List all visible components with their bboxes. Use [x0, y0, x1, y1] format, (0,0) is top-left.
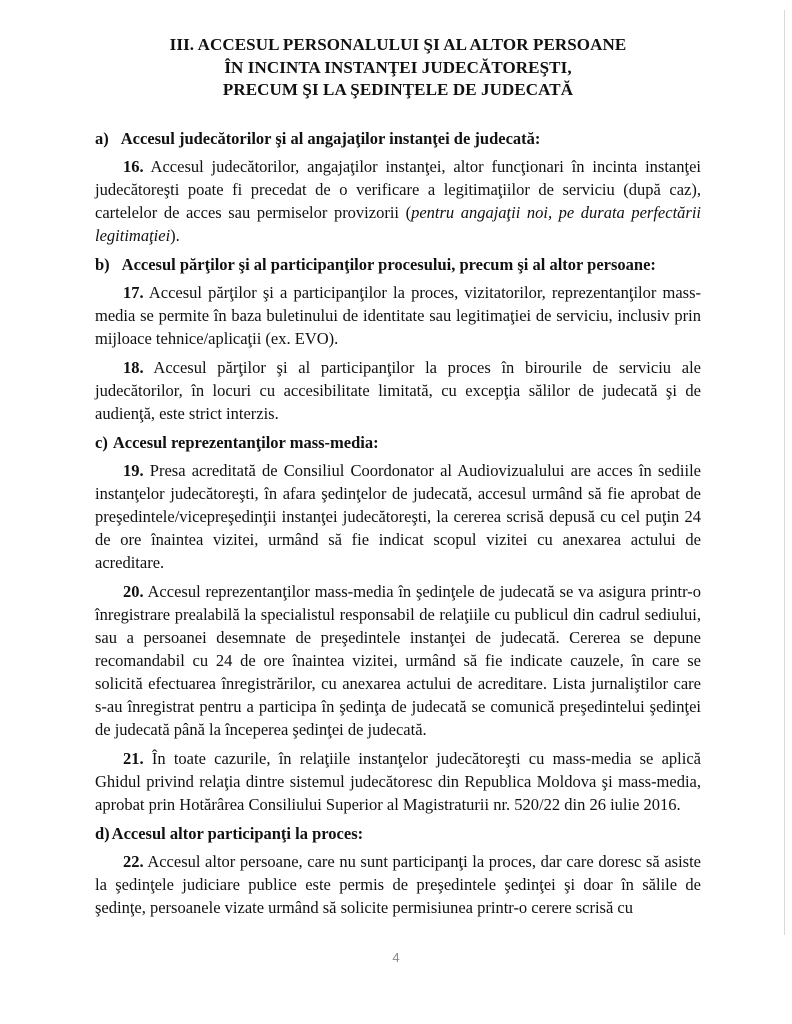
section-label-b: b) [95, 254, 110, 274]
paragraph-21-text: În toate cazurile, în relaţiile instanţelor judecătoreşti cu mass-media se aplică Ghidul privind relaţia dintre sistemul judecătoresc din Republica Moldova şi mass-media, aprobat prin Hotărârea Consiliului Superior al Magistraturii nr. 520/22 din 26 iulie 2016. [95, 748, 701, 814]
paragraph-20 [95, 580, 701, 741]
section-title-c: Accesul reprezentanţilor mass-media: [112, 432, 379, 452]
page-number: 4 [392, 950, 400, 965]
paragraph-18 [95, 356, 701, 425]
paragraph-16-italic-text: pentru angajaţii noi, pe durata perfectării legitimaţiei [95, 202, 701, 245]
section-title-d: Accesul altor participanţi la proces: [111, 823, 364, 843]
paragraph-16-text-end: ). [170, 225, 180, 245]
section-heading-d [95, 822, 701, 845]
paragraph-17-text: Accesul părţilor şi a participanţilor la proces, vizitatorilor, reprezentanţilor mass-media se permite în baza buletinului de identitate sau legitimaţiei de serviciu, inclusiv prin mijloace tehnice/aplicaţii (ex. EVO). [95, 282, 701, 348]
section-label-a: a) [95, 128, 109, 148]
title-line-3: PRECUM ŞI LA ŞEDINŢELE DE JUDECATĂ [222, 80, 574, 99]
section-label-d: d) [95, 823, 110, 843]
document-content [95, 0, 701, 925]
paragraph-16-text: Accesul judecătorilor, angajaţilor instanţei, altor funcţionari în incinta instanţei judecătoreşti poate fi precedat de o verificare a legitimaţiilor de serviciu (după caz), cartelelor de acces sau permiselor provizorii ( [95, 156, 701, 222]
title-line-1: III. ACCESUL PERSONALULUI ŞI AL ALTOR PERSOANE [169, 35, 627, 54]
paragraph-16-number: 16. [123, 156, 144, 176]
paragraph-19 [95, 459, 701, 574]
paragraph-17 [95, 281, 701, 350]
paragraph-20-text: Accesul reprezentanţilor mass-media în şedinţele de judecată se va asigura printr-o înregistrare prealabilă la specialistul responsabil de relaţiile cu publicul din cadrul sediului, sau a persoanei desemnate de preşedintele instanţei de judecată. Cererea se depune recomandabil cu 24 de ore înaintea vizitei, urmând să fie indicate cauzele, în care se solicită efectuarea înregistrărilor, cu anexarea actului de acreditare. Lista jurnaliştilor care s-au înregistrat pentru a participa în şedinţa de judecată se comunică preşedintelui şedinţei de judecată până la începerea şedinţei de judecată. [95, 581, 701, 739]
paragraph-19-number: 19. [123, 460, 144, 480]
page-edge-divider [784, 10, 785, 935]
section-title-b: Accesul părţilor şi al participanţilor procesului, precum şi al altor persoane: [121, 254, 656, 274]
section-heading-c [95, 431, 701, 454]
paragraph-22 [95, 850, 701, 919]
section-label-c: c) [95, 432, 108, 452]
paragraph-17-number: 17. [123, 282, 144, 302]
section-heading-b [95, 253, 701, 276]
title-line-2: ÎN INCINTA INSTANŢEI JUDECĂTOREŞTI, [224, 57, 572, 77]
paragraph-22-text: Accesul altor persoane, care nu sunt participanţi la proces, dar care doresc să asiste la şedinţele judiciare publice este permis de preşedintele şedinţei şi doar în sălile de şedinţe, persoanele vizate urmând să solicite permisiunea printr-o cerere scrisă cu [95, 851, 701, 917]
paragraph-18-text: Accesul părţilor şi al participanţilor la proces în birourile de serviciu ale judecătorilor, în locuri cu accesibilitate limitată, cu excepţia sălilor de judecată şi de audienţă, este strict interzis. [95, 357, 701, 423]
paragraph-18-number: 18. [123, 357, 144, 377]
paragraph-22-number: 22. [123, 851, 144, 871]
paragraph-21-number: 21. [123, 748, 144, 768]
paragraph-16 [95, 155, 701, 247]
section-heading-a [95, 127, 701, 150]
paragraph-19-text: Presa acreditată de Consiliul Coordonator al Audiovizualului are acces în sediile instanţelor judecătoreşti, în afara şedinţelor de judecată, accesul urmând să fie aprobat de preşedintele/vicepreşedinţii instanţei judecătoreşti, la cererea scrisă depusă cu cel puţin 24 de ore înaintea vizitei, urmând să fie indicat scopul vizitei cu anexarea actului de acreditare. [95, 460, 701, 572]
document-title [95, 0, 701, 102]
paragraph-20-number: 20. [123, 581, 144, 601]
paragraph-21 [95, 747, 701, 816]
section-title-a: Accesul judecătorilor şi al angajaţilor instanţei de judecată: [120, 128, 541, 148]
